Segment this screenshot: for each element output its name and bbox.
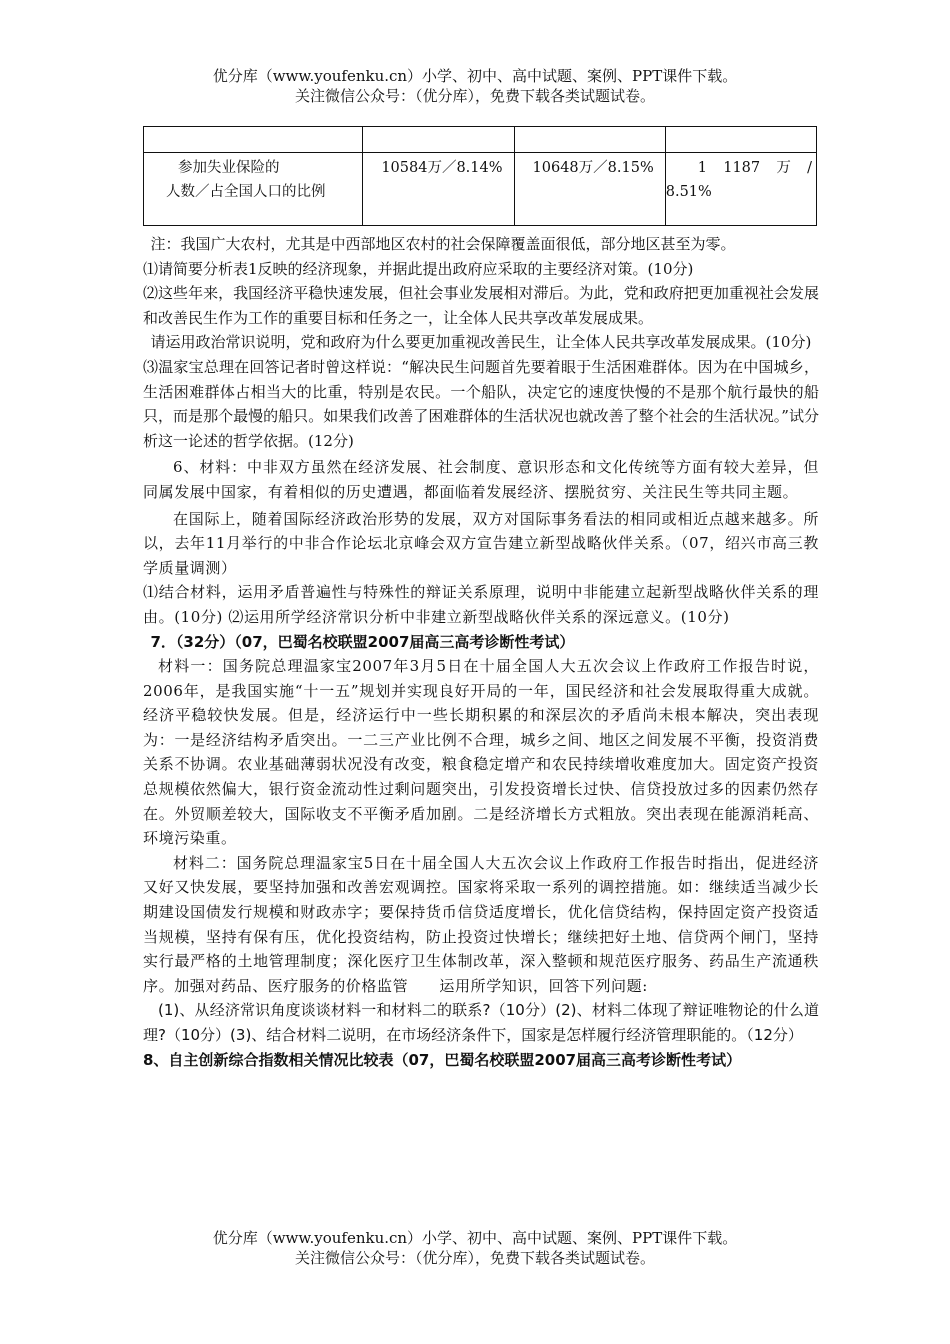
question-6-material-1: 6、材料：中非双方虽然在经济发展、社会制度、意识形态和文化传统等方面有较大差异，但同属发展中国家，有着相似的历史遭遇，都面临着发展经济、摆脱贫穷、关注民生等共同主题。 — [143, 458, 819, 501]
footer-line-1: 优分库（www.youfenku.cn）小学、初中、高中试题、案例、PPT课件下载。 — [212, 1229, 738, 1247]
question-7-material-2: 材料二：国务院总理温家宝5日在十届全国人大五次会议上作政府工作报告时指出，促进经济又好又快发展，要坚持加强和改善宏观调控。国家将采取一系列的调控措施。如：继续适当减少长期建设国债发行规模和财政赤字；要保持货币信贷适度增长，优化信贷结构，保持固定资产投资适当规模，坚持有保有压，优化投资结构，防止投资过快增长；继续把好土地、信贷两个闸门，坚持实行最严格的土地管理制度；深化医疗卫生体制改革，深入整顿和规范医疗服务、药品生产流通秩序。加强对药品、医疗服务的价格监管 运用所学知识，回答下列问题: — [143, 853, 819, 995]
table-cell — [363, 127, 514, 153]
value-3-line-2: 8.51% — [665, 184, 712, 200]
value-3-line-1: 1 1187 万 / — [697, 160, 812, 176]
page-header — [0, 66, 950, 106]
row-label-line-1: 参加失业保险的 — [178, 160, 280, 176]
table-cell-value-3 — [665, 153, 816, 226]
question-5-2b: 请运用政治常识说明，党和政府为什么要更加重视改善民生，让全体人民共享改革发展成果。(10分) — [150, 333, 812, 352]
row-label-line-2: 人数／占全国人口的比例 — [166, 184, 326, 200]
question-5-2a: ⑵这些年来，我国经济平稳快速发展，但社会事业发展相对滞后。为此，党和政府把更加重视社会发展和改善民生作为工作的重要目标和任务之一，让全体人民共享改革发展成果。 — [143, 284, 819, 327]
question-7-questions: (1)、从经济常识角度谈谈材料一和材料二的联系?（10分）(2)、材料二体现了辩证唯物论的什么道理?（10分）(3)、结合材料二说明，在市场经济条件下，国家是怎样履行经济管理职能的。（12分） — [143, 1001, 819, 1044]
question-7-title: 7．（32分）（07，巴蜀名校联盟2007届高三高考诊断性考试） — [150, 632, 575, 651]
header-line-2: 关注微信公众号：（优分库），免费下载各类试题试卷。 — [294, 87, 655, 105]
question-7-material-1: 材料一：国务院总理温家宝2007年3月5日在十届全国人大五次会议上作政府工作报告时说，2006年，是我国实施“十一五”规划并实现良好开局的一年，国民经济和社会发展取得重大成就。经济平稳较快发展。但是，经济运行中一些长期积累的和深层次的矛盾尚未根本解决，突出表现为：一是经济结构矛盾突出。一二三产业比例不合理，城乡之间、地区之间发展不平衡，投资消费关系不协调。农业基础薄弱状况没有改变，粮食稳定增产和农民持续增收难度加大。固定资产投资总规模依然偏大，银行资金流动性过剩问题突出，引发投资增长过快、信贷投放过多的因素仍然存在。外贸顺差较大，国际收支不平衡矛盾加剧。二是经济增长方式粗放。突出表现在能源消耗高、环境污染重。 — [143, 657, 819, 848]
page-footer — [0, 1228, 950, 1268]
question-8-title: 8、自主创新综合指数相关情况比较表（07，巴蜀名校联盟2007届高三高考诊断性考试） — [143, 1050, 742, 1069]
table-row-unemployment — [144, 153, 817, 226]
table-cell — [665, 127, 816, 153]
table-cell-value-1: 10584万／8.14% — [363, 153, 514, 226]
question-6-material-2: 在国际上，随着国际经济政治形势的发展，双方对国际事务看法的相同或相近点越来越多。所以，去年11月举行的中非合作论坛北京峰会双方宣告建立新型战略伙伴关系。（07，绍兴市高三教学质量调测） — [143, 509, 819, 577]
table-cell-value-2: 10648万／8.15% — [514, 153, 665, 226]
footer-line-2: 关注微信公众号：（优分库），免费下载各类试题试卷。 — [294, 1249, 655, 1267]
insurance-table — [143, 126, 817, 226]
question-6-questions: ⑴结合材料，运用矛盾普遍性与特殊性的辩证关系原理，说明中非能建立起新型战略伙伴关系的理由。(10分) ⑵运用所学经济常识分析中非建立新型战略伙伴关系的深远意义。(10分) — [143, 583, 819, 626]
table-note: 注：我国广大农村，尤其是中西部地区农村的社会保障覆盖面很低，部分地区甚至为零。 — [150, 235, 736, 253]
table-cell-label — [144, 153, 363, 226]
header-line-1: 优分库（www.youfenku.cn）小学、初中、高中试题、案例、PPT课件下载。 — [212, 67, 738, 85]
table-cell — [514, 127, 665, 153]
table-cell — [144, 127, 363, 153]
question-5-3: ⑶温家宝总理在回答记者时曾这样说：“解决民生问题首先要着眼于生活困难群体。因为在中国城乡，生活困难群体占相当大的比重，特别是农民。一个船队，决定它的速度快慢的不是那个航行最快的船只，而是那个最慢的船只。如果我们改善了困难群体的生活状况也就改善了整个社会的生活状况。”试分析这一论述的哲学依据。(12分) — [143, 357, 819, 450]
question-5-1: ⑴请简要分析表1反映的经济现象，并据此提出政府应采取的主要经济对策。(10分) — [143, 259, 694, 278]
table-row-empty — [144, 127, 817, 153]
document-body — [143, 232, 819, 1072]
